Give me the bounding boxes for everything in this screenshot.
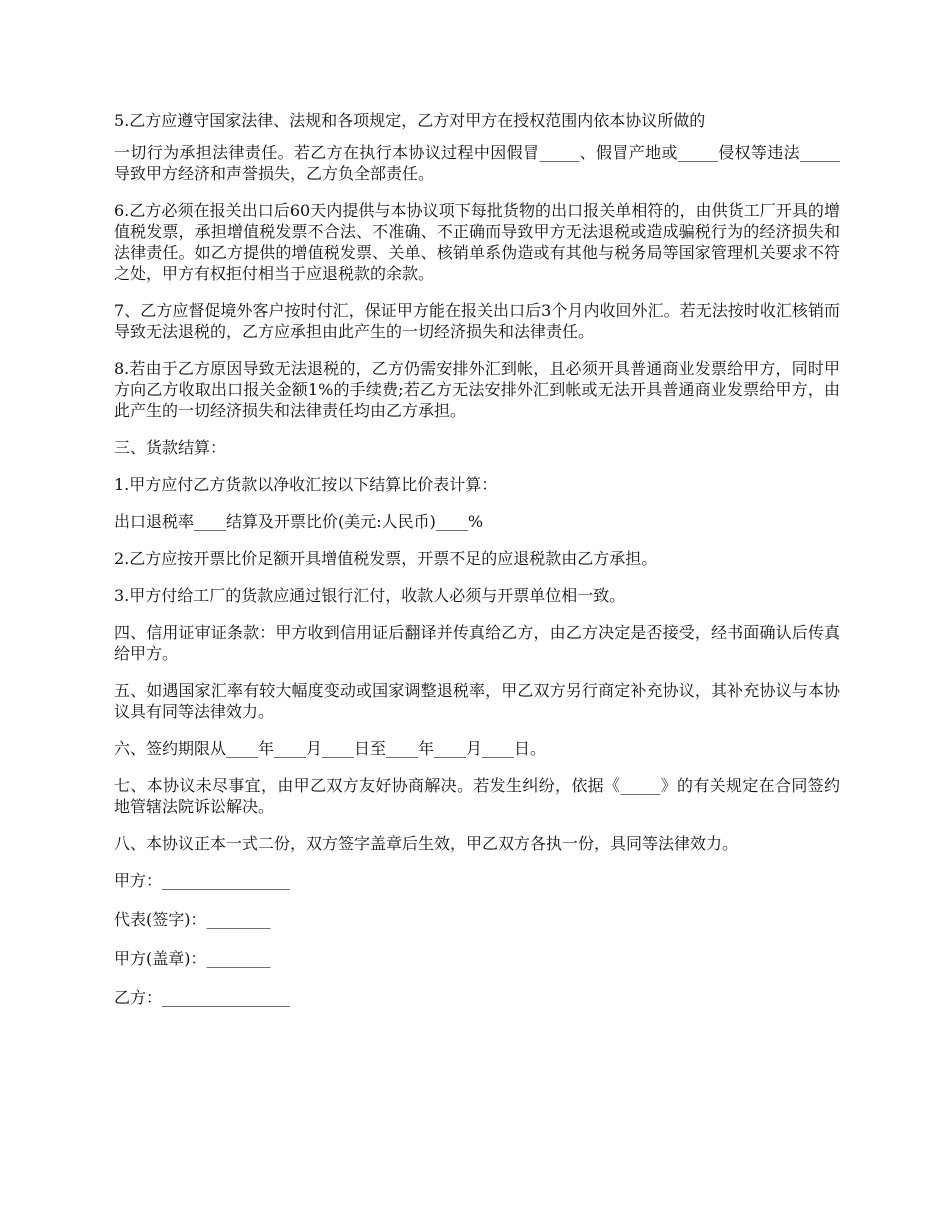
party-a-signature-line: 甲方：________________ xyxy=(114,871,291,890)
document-page xyxy=(114,110,840,1026)
clause-8: 8.若由于乙方原因导致无法退税的，乙方仍需安排外汇到帐，且必须开具普通商业发票给甲方，同时甲方向乙方收取出口报关金额1%的手续费;若乙方无法安排外汇到帐或无法开具普通商业发票给甲方，由此产生的一切经济损失和法律责任均由乙方承担。 xyxy=(114,359,840,420)
clause-5-body: 一切行为承担法律责任。若乙方在执行本协议过程中因假冒_____、假冒产地或_____侵权等违法_____导致甲方经济和声誉损失，乙方负全部责任。 xyxy=(114,143,840,183)
representative-signature-line: 代表(签字)：________ xyxy=(114,910,271,929)
section-6-term: 六、签约期限从____年____月____日至____年____月____日。 xyxy=(114,739,547,758)
section-4-letter-of-credit: 四、信用证审证条款：甲方收到信用证后翻译并传真给乙方，由乙方决定是否接受，经书面确认后传真给甲方。 xyxy=(114,623,840,663)
clause-7: 7、乙方应督促境外客户按时付汇，保证甲方能在报关出口后3个月内收回外汇。若无法按时收汇核销而导致无法退税的，乙方应承担由此产生的一切经济损失和法律责任。 xyxy=(114,301,840,341)
clause-6: 6.乙方必须在报关出口后60天内提供与本协议项下每批货物的出口报关单相符的，由供货工厂开具的增值税发票，承担增值税发票不合法、不准确、不正确而导致甲方无法退税或造成骗税行为的经济损失和法律责任。如乙方提供的增值税发票、关单、核销单系伪造或有其他与税务局等国家管理机关要求不符之处，甲方有权拒付相当于应退税款的余款。 xyxy=(114,201,840,283)
party-a-seal-line: 甲方(盖章)：________ xyxy=(114,949,271,968)
party-b-signature-line: 乙方：________________ xyxy=(114,988,291,1007)
section-3-heading: 三、货款结算： xyxy=(114,438,227,457)
settlement-item-2: 2.乙方应按开票比价足额开具增值税发票，开票不足的应退税款由乙方承担。 xyxy=(114,549,658,568)
exchange-rate-line: 出口退税率____结算及开票比价(美元:人民币)____% xyxy=(114,512,484,531)
settlement-item-3: 3.甲方付给工厂的货款应通过银行汇付，收款人必须与开票单位相一致。 xyxy=(114,586,626,605)
clause-5-intro: 5.乙方应遵守国家法律、法规和各项规定，乙方对甲方在授权范围内依本协议所做的 xyxy=(114,111,706,130)
section-5-exchange-rate: 五、如遇国家汇率有较大幅度变动或国家调整退税率，甲乙双方另行商定补充协议，其补充协议与本协议具有同等法律效力。 xyxy=(114,681,840,721)
section-7-disputes: 七、本协议未尽事宜，由甲乙双方友好协商解决。若发生纠纷，依据《_____》的有关规定在合同签约地管辖法院诉讼解决。 xyxy=(114,776,840,816)
settlement-item-1: 1.甲方应付乙方货款以净收汇按以下结算比价表计算： xyxy=(114,475,498,494)
section-8-copies: 八、本协议正本一式二份，双方签字盖章后生效，甲乙双方各执一份，具同等法律效力。 xyxy=(114,834,739,853)
